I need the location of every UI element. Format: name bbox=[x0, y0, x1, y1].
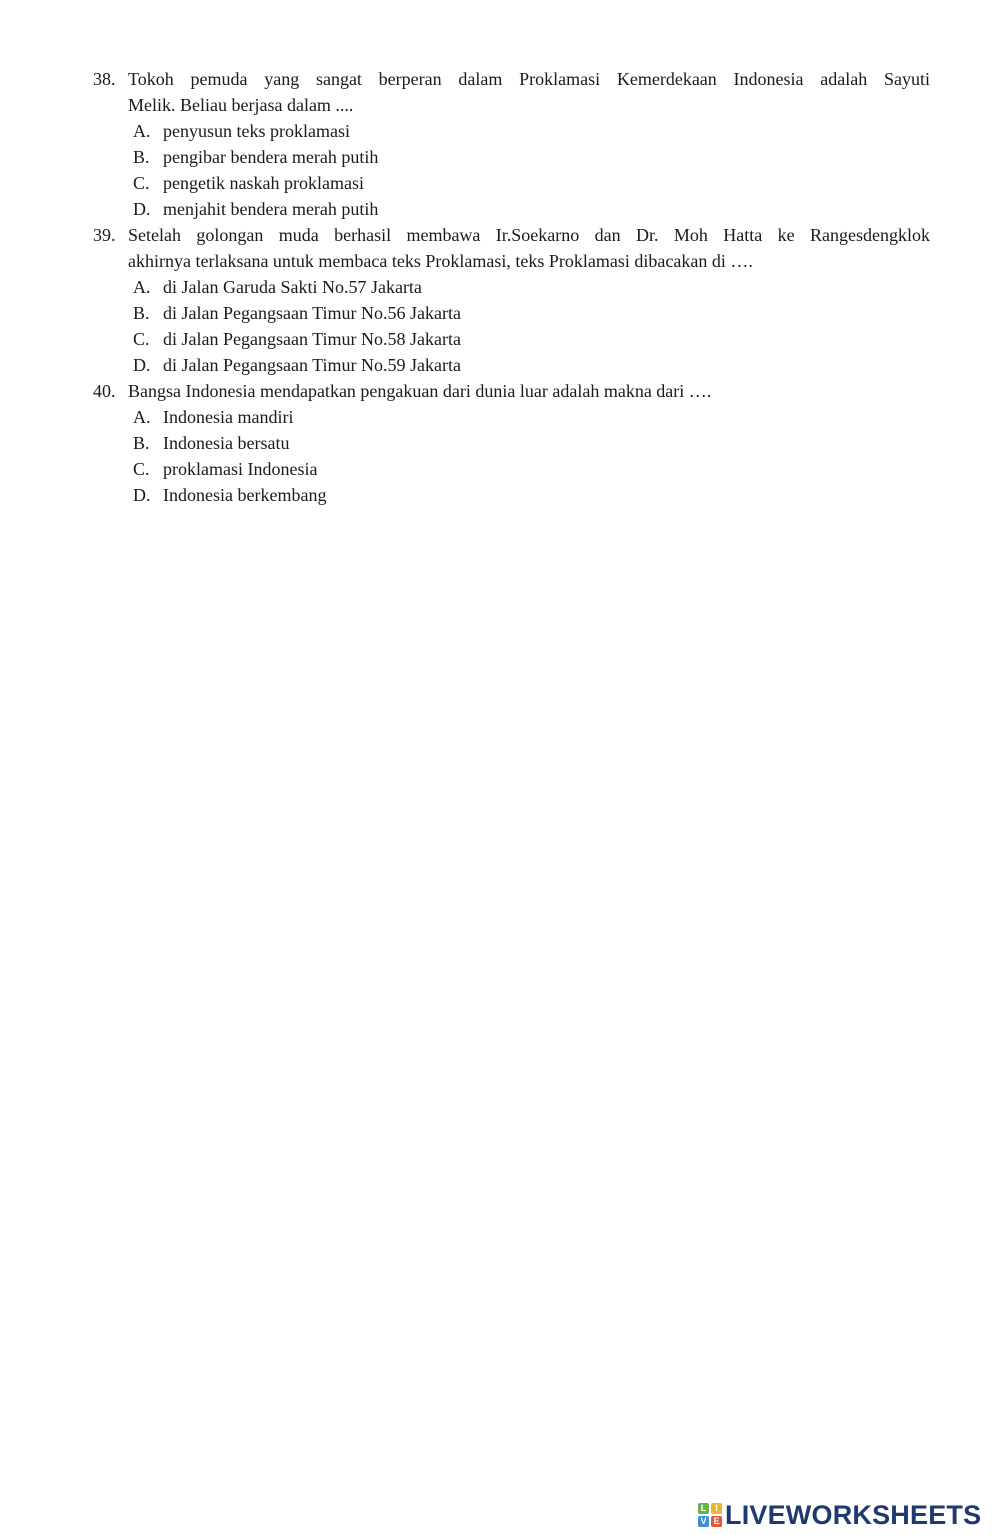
question-text-line: Tokoh pemuda yang sangat berperan dalam Proklamasi Kemerdekaan Indonesia adalah Sayuti bbox=[128, 69, 930, 89]
logo-text: LIVEWORKSHEETS bbox=[725, 1500, 982, 1530]
answer-option-d[interactable] bbox=[128, 196, 930, 222]
question-text-line: Setelah golongan muda berhasil membawa Ir.Soekarno dan Dr. Moh Hatta ke Rangesdengklok bbox=[128, 225, 930, 245]
answer-option-a[interactable] bbox=[128, 274, 930, 300]
option-text: pengibar bendera merah putih bbox=[163, 147, 379, 167]
answer-option-a[interactable] bbox=[128, 118, 930, 144]
answer-option-c[interactable] bbox=[128, 170, 930, 196]
question-38 bbox=[93, 66, 930, 222]
option-text: menjahit bendera merah putih bbox=[163, 199, 379, 219]
option-text: Indonesia berkembang bbox=[163, 485, 327, 505]
logo-cell: I bbox=[711, 1503, 722, 1514]
option-letter: C. bbox=[133, 329, 150, 349]
logo-cell: V bbox=[698, 1516, 709, 1527]
option-text: penyusun teks proklamasi bbox=[163, 121, 350, 141]
question-text-line: Bangsa Indonesia mendapatkan pengakuan dari dunia luar adalah makna dari …. bbox=[128, 381, 712, 401]
option-letter: C. bbox=[133, 173, 150, 193]
question-39 bbox=[93, 222, 930, 378]
option-text: Indonesia bersatu bbox=[163, 433, 290, 453]
option-letter: C. bbox=[133, 459, 150, 479]
question-number: 38. bbox=[93, 69, 116, 89]
answer-option-c[interactable] bbox=[128, 456, 930, 482]
option-text: proklamasi Indonesia bbox=[163, 459, 318, 479]
answer-option-d[interactable] bbox=[128, 482, 930, 508]
answer-option-d[interactable] bbox=[128, 352, 930, 378]
option-text: di Jalan Pegangsaan Timur No.56 Jakarta bbox=[163, 303, 461, 323]
logo-grid-icon bbox=[698, 1503, 722, 1527]
option-letter: A. bbox=[133, 277, 151, 297]
answer-option-a[interactable] bbox=[128, 404, 930, 430]
option-letter: B. bbox=[133, 303, 150, 323]
option-letter: B. bbox=[133, 433, 150, 453]
option-letter: B. bbox=[133, 147, 150, 167]
worksheet-page bbox=[0, 66, 1000, 508]
question-number: 40. bbox=[93, 381, 116, 401]
answer-options bbox=[128, 118, 930, 222]
option-text: Indonesia mandiri bbox=[163, 407, 294, 427]
option-text: di Jalan Pegangsaan Timur No.58 Jakarta bbox=[163, 329, 461, 349]
question-text-line: Melik. Beliau berjasa dalam .... bbox=[128, 95, 354, 115]
answer-option-b[interactable] bbox=[128, 430, 930, 456]
option-text: di Jalan Pegangsaan Timur No.59 Jakarta bbox=[163, 355, 461, 375]
option-letter: A. bbox=[133, 407, 151, 427]
option-letter: D. bbox=[133, 485, 151, 505]
logo-cell: E bbox=[711, 1516, 722, 1527]
option-letter: D. bbox=[133, 355, 151, 375]
answer-options bbox=[128, 274, 930, 378]
question-40 bbox=[93, 378, 930, 508]
answer-option-b[interactable] bbox=[128, 144, 930, 170]
option-letter: A. bbox=[133, 121, 151, 141]
answer-options bbox=[128, 404, 930, 508]
answer-option-b[interactable] bbox=[128, 300, 930, 326]
answer-option-c[interactable] bbox=[128, 326, 930, 352]
question-number: 39. bbox=[93, 225, 116, 245]
option-letter: D. bbox=[133, 199, 151, 219]
liveworksheets-logo bbox=[698, 1498, 981, 1532]
question-text-line: akhirnya terlaksana untuk membaca teks Proklamasi, teks Proklamasi dibacakan di …. bbox=[128, 251, 753, 271]
logo-cell: L bbox=[698, 1503, 709, 1514]
option-text: di Jalan Garuda Sakti No.57 Jakarta bbox=[163, 277, 422, 297]
option-text: pengetik naskah proklamasi bbox=[163, 173, 364, 193]
